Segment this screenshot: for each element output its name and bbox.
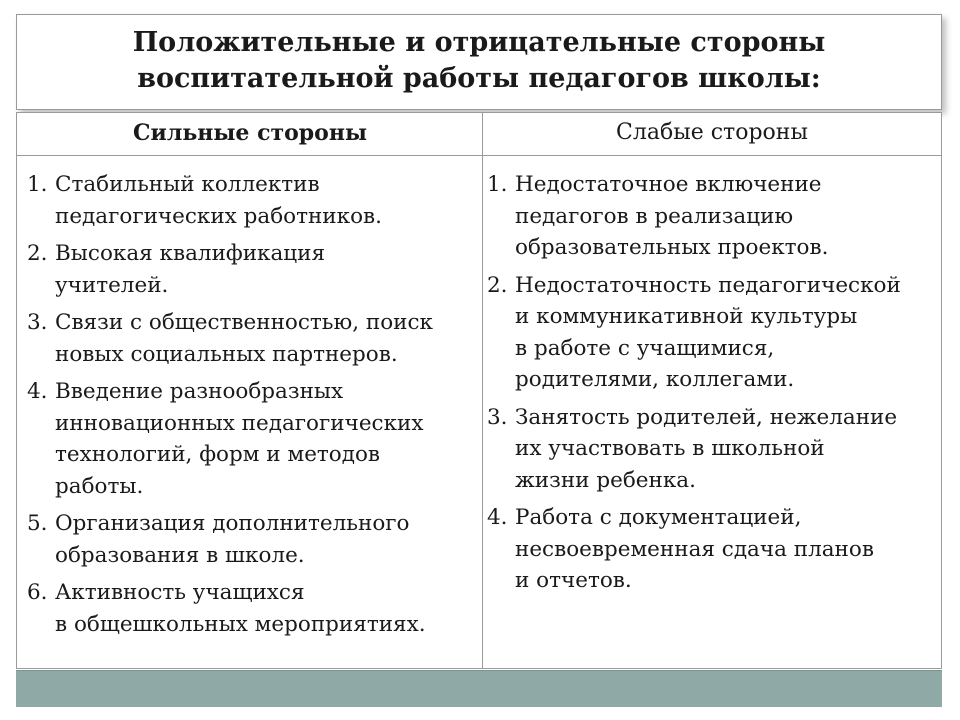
item-number: 3. [487, 404, 508, 430]
list-item [487, 402, 939, 497]
item-text: новых социальных партнеров. [55, 341, 398, 367]
table-header-row [17, 113, 941, 156]
item-text: Работа с документацией, [515, 505, 802, 530]
list-item [487, 502, 939, 597]
item-number: 4. [27, 379, 48, 404]
strong-sides-list [27, 169, 479, 646]
item-text: педагогов в реализацию [515, 203, 794, 229]
item-number: 1. [27, 172, 48, 197]
list-item [27, 508, 479, 571]
list-item [27, 307, 479, 370]
comparison-table [16, 112, 942, 669]
item-text: в работе с учащимися, [515, 335, 775, 361]
item-text: Организация дополнительного [55, 511, 410, 536]
item-text: педагогических работников. [55, 203, 382, 229]
list-item [27, 238, 479, 301]
column-divider [482, 113, 483, 668]
list-item [487, 169, 939, 264]
item-text: образовательных проектов. [515, 235, 829, 260]
item-text: Занятость родителей, нежелание [515, 404, 898, 430]
item-text: Активность учащихся [55, 580, 305, 605]
footer-bar [16, 670, 942, 707]
item-text: и коммуникативной культуры [515, 304, 858, 329]
item-text: образования в школе. [55, 542, 305, 568]
item-text: учителей. [55, 272, 169, 298]
item-text: родителями, коллегами. [515, 367, 795, 392]
item-text: работы. [55, 473, 144, 499]
item-number: 3. [27, 310, 48, 335]
item-text: Стабильный коллектив [55, 172, 320, 197]
item-text: несвоевременная сдача планов [515, 536, 874, 562]
item-text: в общешкольных мероприятиях. [55, 611, 426, 637]
strong-sides-header: Сильные стороны [133, 120, 367, 146]
item-text: жизни ребенка. [515, 467, 696, 493]
item-number: 2. [27, 241, 48, 266]
item-number: 1. [487, 172, 508, 197]
item-text: и отчетов. [515, 568, 632, 593]
item-number: 4. [487, 505, 508, 530]
item-number: 2. [487, 272, 508, 298]
list-item [27, 376, 479, 502]
item-text: Связи с общественностью, поиск [55, 310, 433, 335]
title-line-2: воспитательной работы педагогов школы: [137, 63, 821, 94]
item-text: инновационных педагогических [55, 410, 424, 436]
item-text: Высокая квалификация [55, 241, 326, 266]
list-item [27, 577, 479, 640]
item-text: Введение разнообразных [55, 379, 344, 404]
list-item [487, 270, 939, 396]
item-number: 6. [27, 580, 48, 605]
item-text: их участвовать в школьной [515, 436, 825, 461]
item-number: 5. [27, 511, 48, 536]
title-line-1: Положительные и отрицательные стороны [132, 27, 826, 58]
list-item [27, 169, 479, 232]
item-text: Недостаточность педагогической [515, 272, 901, 298]
weak-sides-header: Слабые стороны [616, 120, 808, 145]
item-text: технологий, форм и методов [55, 442, 381, 467]
item-text: Недостаточное включение [515, 172, 822, 197]
title-box [16, 14, 942, 110]
weak-sides-list [487, 169, 939, 603]
